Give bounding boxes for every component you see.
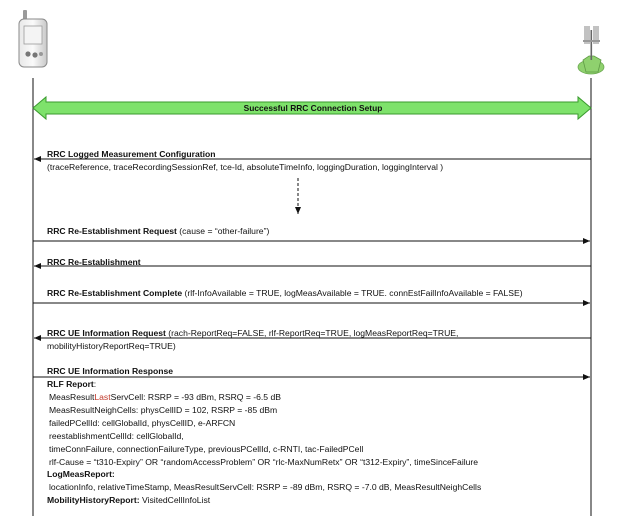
msg-ue-info-request-title: RRC UE Information Request (47, 328, 166, 338)
rlf-l1-part-last: Last (94, 392, 111, 402)
msg-reestablishment-request-params: (cause = “other-failure”) (176, 226, 270, 236)
rlf-report-colon: : (93, 379, 97, 389)
rlf-reestablishment-cell-id: reestablishmentCellId: cellGlobalId, (49, 431, 184, 441)
rlf-l1-part-c: ServCell: RSRP = -93 dBm, RSRQ = -6.5 dB (110, 392, 281, 402)
rlf-meas-result-last-serv-cell (49, 392, 281, 403)
rlf-time-conn-failure: timeConnFailure, connectionFailureType, previousPCellId, c-RNTI, tac-FailedPCell (49, 444, 364, 454)
msg-reestablishment-complete-label (47, 288, 523, 299)
rlf-failed-pcell-id: failedPCellId: cellGlobalId, physCellID, e-ARFCN (49, 418, 236, 428)
msg-ue-info-request-params: (rach-ReportReq=FALSE, rlf-ReportReq=TRUE, logMeasReportReq=TRUE, (165, 328, 459, 338)
rlf-report-title: RLF Report (47, 379, 94, 389)
msg-reestablishment-title: RRC Re-Establishment (47, 257, 141, 267)
enb-tower-icon (578, 26, 604, 74)
msg-logged-meas-config-params: (traceReference, traceRecordingSessionRef, tce-Id, absoluteTimeInfo, loggingDuration, loggingInterval ) (47, 162, 444, 172)
rlf-meas-result-neigh-cells: MeasResultNeighCells: physCellID = 102, RSRP = -85 dBm (49, 405, 278, 415)
msg-ue-info-response-title: RRC UE Information Response (47, 366, 174, 376)
rlf-report-heading (47, 379, 96, 390)
msg-ue-info-request-label (47, 328, 458, 339)
mobility-history-report-title: MobilityHistoryReport: (47, 495, 140, 505)
mobility-history-report (47, 495, 210, 506)
msg-reestablishment-complete-params: (rlf-InfoAvailable = TRUE, logMeasAvailable = TRUE. connEstFailInfoAvailable = FALSE) (182, 288, 523, 298)
msg-reestablishment-complete-title: RRC Re-Establishment Complete (47, 288, 183, 298)
rlf-cause: rlf-Cause = “t310-Expiry” OR “randomAccessProblem” OR “rlc-MaxNumRetx” OR “t312-Expiry”, timeSinceFailure (49, 457, 479, 467)
msg-reestablishment-request-label (47, 226, 269, 237)
log-meas-report-title: LogMeasReport: (47, 469, 115, 479)
ue-phone-icon (19, 10, 47, 67)
banner-label: Successful RRC Connection Setup (243, 103, 383, 113)
rlf-l1-part-a: MeasResult (49, 392, 95, 402)
mobility-history-report-value: VisitedCellInfoList (139, 495, 211, 505)
msg-logged-meas-config-title: RRC Logged Measurement Configuration (47, 149, 216, 159)
log-meas-report-content: locationInfo, relativeTimeStamp, MeasResultServCell: RSRP = -89 dBm, RSRQ = -7.0 dB, MeasResultNeighCells (49, 482, 482, 492)
msg-ue-info-request-params-cont: mobilityHistoryReportReq=TRUE) (47, 341, 176, 351)
msg-reestablishment-request-title: RRC Re-Establishment Request (47, 226, 177, 236)
